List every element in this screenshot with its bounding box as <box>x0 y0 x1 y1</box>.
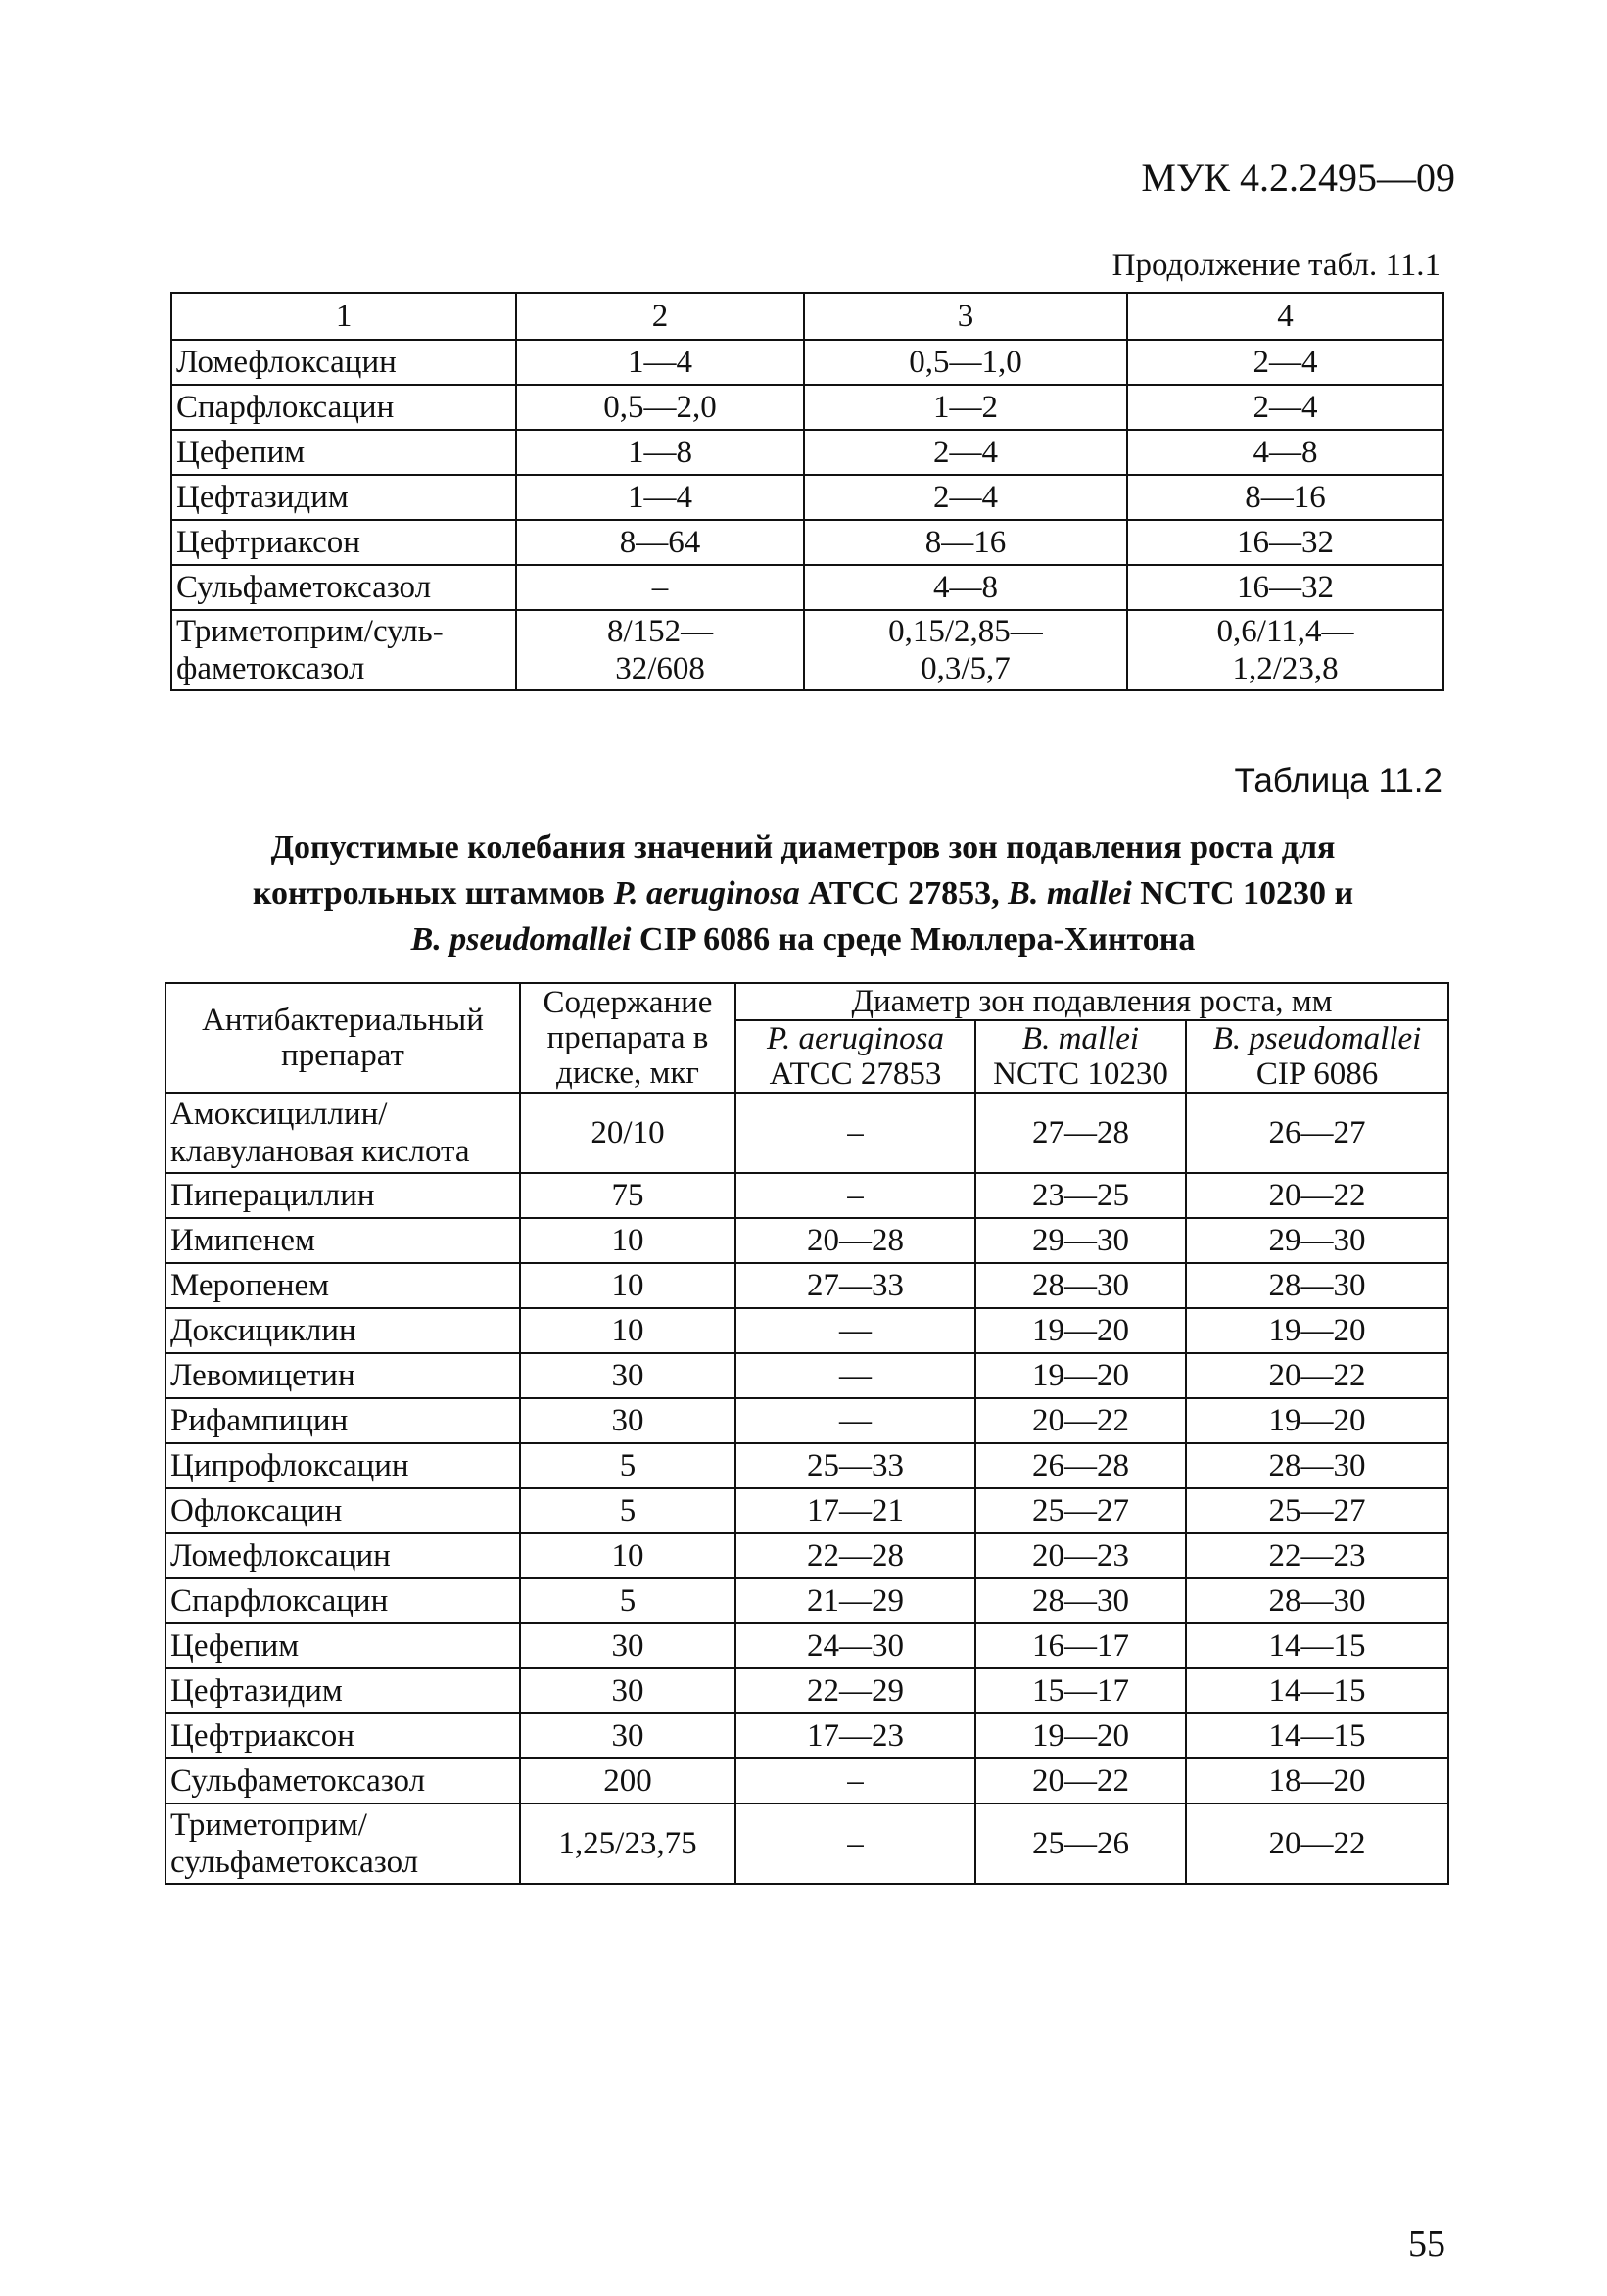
table-row <box>165 1218 1448 1263</box>
table-row <box>171 565 1443 610</box>
table-cell: 26—28 <box>975 1443 1186 1488</box>
drug-name-cell: Ломефлоксацин <box>165 1533 520 1578</box>
document-code: МУК 4.2.2495—09 <box>1141 156 1455 200</box>
table-cell: 2—4 <box>804 430 1127 475</box>
table-header-row <box>165 983 1448 1020</box>
table-cell: 200 <box>520 1758 735 1804</box>
table-cell: 20—22 <box>1186 1353 1448 1398</box>
table-cell: 2—4 <box>1127 385 1443 430</box>
table-cell: 20—28 <box>735 1218 975 1263</box>
table-cell: 1—2 <box>804 385 1127 430</box>
table-row <box>165 1758 1448 1804</box>
table-cell: 30 <box>520 1398 735 1443</box>
strain-header-b-mallei: B. mallei NCTC 10230 <box>975 1020 1186 1093</box>
table-title: Допустимые колебания значений диаметров зон подавления роста для контрольных штаммов P. aeruginosa АТСС 27853, B. mallei NCTC 10230 и B. pseudomallei CIP 6086 на среде Мюллера-Хинтона <box>252 829 1354 958</box>
table-cell: 2—4 <box>804 475 1127 520</box>
table-row <box>165 1353 1448 1398</box>
table-row <box>171 610 1443 690</box>
drug-name-cell: Амоксициллин/ клавулановая кислота <box>165 1093 520 1173</box>
table-row <box>165 1308 1448 1353</box>
table-cell: 16—32 <box>1127 520 1443 565</box>
table2-body <box>165 1173 1448 1804</box>
table-cell: 8—16 <box>1127 475 1443 520</box>
table-cell: 26—27 <box>1186 1093 1448 1173</box>
table-cell: 10 <box>520 1218 735 1263</box>
table-cell: 30 <box>520 1668 735 1713</box>
strain-header-b-pseudomallei: B. pseudomallei CIP 6086 <box>1186 1020 1448 1093</box>
table-cell: – <box>735 1173 975 1218</box>
drug-name-cell: Спарфлоксацин <box>171 385 516 430</box>
table-row <box>165 1443 1448 1488</box>
table-cell: 17—21 <box>735 1488 975 1533</box>
drug-name-cell: Сульфаметоксазол <box>165 1758 520 1804</box>
table-cell: 25—27 <box>1186 1488 1448 1533</box>
table-cell: 28—30 <box>1186 1578 1448 1623</box>
table-row <box>165 1488 1448 1533</box>
diameter-group-header: Диаметр зон подавления роста, мм <box>735 983 1448 1020</box>
drug-name-cell: Цефтриаксон <box>165 1713 520 1758</box>
table-cell: 19—20 <box>975 1353 1186 1398</box>
table-cell: — <box>735 1308 975 1353</box>
table-cell: 15—17 <box>975 1668 1186 1713</box>
drug-name-cell: Цефтриаксон <box>171 520 516 565</box>
table-cell: – <box>735 1804 975 1884</box>
drug-name-cell: Доксициклин <box>165 1308 520 1353</box>
table-row <box>165 1263 1448 1308</box>
drug-name-cell: Триметоприм/суль- фаметоксазол <box>171 610 516 690</box>
drug-name-cell: Цефепим <box>165 1623 520 1668</box>
table-cell: 10 <box>520 1533 735 1578</box>
drug-name-cell: Цефтазидим <box>165 1668 520 1713</box>
drug-name-cell: Ломефлоксацин <box>171 340 516 385</box>
table-cell: 4—8 <box>1127 430 1443 475</box>
table-11-2 <box>165 982 1449 1885</box>
table-cell: – <box>735 1093 975 1173</box>
table-cell: 28—30 <box>975 1578 1186 1623</box>
drug-name-cell: Меропенем <box>165 1263 520 1308</box>
table-cell: 19—20 <box>1186 1398 1448 1443</box>
table-row <box>171 430 1443 475</box>
table-cell: 19—20 <box>975 1713 1186 1758</box>
table-cell: 25—26 <box>975 1804 1186 1884</box>
table-cell: 25—33 <box>735 1443 975 1488</box>
table-cell: 23—25 <box>975 1173 1186 1218</box>
table-cell: 16—32 <box>1127 565 1443 610</box>
table-label: Таблица 11.2 <box>1234 762 1442 800</box>
table-cell: 14—15 <box>1186 1713 1448 1758</box>
table-cell: 10 <box>520 1263 735 1308</box>
table-cell: 1—4 <box>516 475 804 520</box>
table-cell: 20—22 <box>1186 1173 1448 1218</box>
drug-column-header: Антибактериальный препарат <box>165 983 520 1093</box>
table-cell: 17—23 <box>735 1713 975 1758</box>
table-cell: 29—30 <box>1186 1218 1448 1263</box>
table-row <box>165 1713 1448 1758</box>
drug-name-cell: Рифампицин <box>165 1398 520 1443</box>
table-row <box>171 475 1443 520</box>
table-cell: 19—20 <box>975 1308 1186 1353</box>
table-row <box>165 1533 1448 1578</box>
table-cell: 28—30 <box>1186 1263 1448 1308</box>
table-cell: 4—8 <box>804 565 1127 610</box>
table-cell: 19—20 <box>1186 1308 1448 1353</box>
table-cell: 5 <box>520 1488 735 1533</box>
drug-name-cell: Пиперациллин <box>165 1173 520 1218</box>
drug-name-cell: Цефепим <box>171 430 516 475</box>
table-cell: 21—29 <box>735 1578 975 1623</box>
table-cell: 1—8 <box>516 430 804 475</box>
table-cell: 22—23 <box>1186 1533 1448 1578</box>
drug-name-cell: Офлоксацин <box>165 1488 520 1533</box>
drug-name-cell: Левомицетин <box>165 1353 520 1398</box>
table-row <box>165 1173 1448 1218</box>
table-cell: – <box>735 1758 975 1804</box>
page-number: 55 <box>1408 2224 1445 2265</box>
table-cell: 2—4 <box>1127 340 1443 385</box>
table-row <box>165 1623 1448 1668</box>
table-cell: 25—27 <box>975 1488 1186 1533</box>
content-column-header: Содержание препарата в диске, мкг <box>520 983 735 1093</box>
table-cell: 8—64 <box>516 520 804 565</box>
table-row <box>171 520 1443 565</box>
table-cell: 28—30 <box>975 1263 1186 1308</box>
table-cell: 0,6/11,4— 1,2/23,8 <box>1127 610 1443 690</box>
table-cell: 16—17 <box>975 1623 1186 1668</box>
column-header: 2 <box>516 293 804 340</box>
table-row <box>165 1398 1448 1443</box>
table-cell: — <box>735 1353 975 1398</box>
column-header: 1 <box>171 293 516 340</box>
drug-name-cell: Ципрофлоксацин <box>165 1443 520 1488</box>
table-cell: 27—33 <box>735 1263 975 1308</box>
table-cell: 1,25/23,75 <box>520 1804 735 1884</box>
table-cell: 0,5—2,0 <box>516 385 804 430</box>
table-cell: 30 <box>520 1353 735 1398</box>
column-header: 4 <box>1127 293 1443 340</box>
table-cell: 24—30 <box>735 1623 975 1668</box>
table-cell: 22—28 <box>735 1533 975 1578</box>
table-row <box>165 1578 1448 1623</box>
table-cell: 0,15/2,85— 0,3/5,7 <box>804 610 1127 690</box>
table-cell: 8—16 <box>804 520 1127 565</box>
table-cell: 20—22 <box>975 1758 1186 1804</box>
strain-header-p-aeruginosa: P. aeruginosa АТСС 27853 <box>735 1020 975 1093</box>
table-cell: — <box>735 1398 975 1443</box>
drug-name-cell: Спарфлоксацин <box>165 1578 520 1623</box>
table-cell: 20/10 <box>520 1093 735 1173</box>
table-row <box>171 385 1443 430</box>
table1-body <box>171 340 1443 610</box>
column-header: 3 <box>804 293 1127 340</box>
table-cell: 27—28 <box>975 1093 1186 1173</box>
table-cell: 1—4 <box>516 340 804 385</box>
drug-name-cell: Триметоприм/ сульфаметоксазол <box>165 1804 520 1884</box>
table-cell: – <box>516 565 804 610</box>
table-row <box>171 340 1443 385</box>
table-cell: 75 <box>520 1173 735 1218</box>
table-cell: 30 <box>520 1623 735 1668</box>
drug-name-cell: Имипенем <box>165 1218 520 1263</box>
table-row <box>165 1668 1448 1713</box>
table-cell: 22—29 <box>735 1668 975 1713</box>
table-cell: 14—15 <box>1186 1623 1448 1668</box>
table-row <box>165 1093 1448 1173</box>
table-cell: 10 <box>520 1308 735 1353</box>
table-cell: 20—22 <box>1186 1804 1448 1884</box>
table-cell: 5 <box>520 1578 735 1623</box>
table-row <box>165 1804 1448 1884</box>
table-11-1-continuation <box>170 292 1444 691</box>
table-cell: 18—20 <box>1186 1758 1448 1804</box>
table-cell: 28—30 <box>1186 1443 1448 1488</box>
table-cell: 8/152— 32/608 <box>516 610 804 690</box>
drug-name-cell: Цефтазидим <box>171 475 516 520</box>
table-cell: 0,5—1,0 <box>804 340 1127 385</box>
table-cell: 20—23 <box>975 1533 1186 1578</box>
table-continuation-label: Продолжение табл. 11.1 <box>1111 248 1441 283</box>
table-cell: 14—15 <box>1186 1668 1448 1713</box>
table-cell: 5 <box>520 1443 735 1488</box>
table-header-row <box>171 293 1443 340</box>
table-cell: 30 <box>520 1713 735 1758</box>
table-cell: 20—22 <box>975 1398 1186 1443</box>
table-cell: 29—30 <box>975 1218 1186 1263</box>
drug-name-cell: Сульфаметоксазол <box>171 565 516 610</box>
